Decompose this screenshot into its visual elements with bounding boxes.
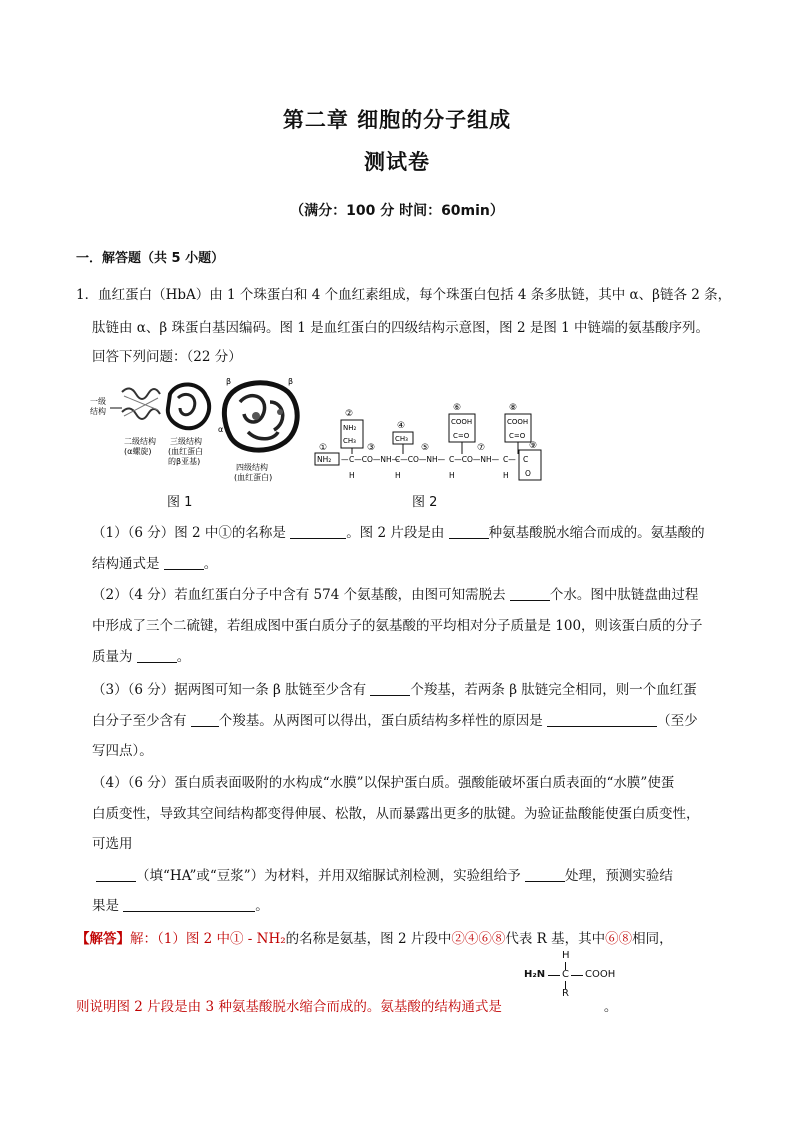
svg-text:C=O: C=O bbox=[453, 432, 470, 440]
question-part-3-cont: 写四点）。 bbox=[92, 743, 153, 759]
fig1-label-beta: β bbox=[226, 377, 232, 386]
svg-text:NH₂: NH₂ bbox=[343, 424, 357, 432]
svg-text:(血红蛋白: (血红蛋白 bbox=[168, 447, 204, 456]
svg-text:O: O bbox=[525, 469, 531, 478]
svg-text:H: H bbox=[349, 471, 355, 480]
question-part-4-cont: 白质变性，导致其空间结构都变得伸展、松散，从而暴露出更多的肽键。为验证盐酸能使蛋白质变性， bbox=[92, 806, 700, 822]
question-intro-line: 回答下列问题：（22 分） bbox=[92, 349, 242, 365]
svg-text:(血红蛋白): (血红蛋白) bbox=[234, 473, 273, 482]
question-part-2-cont: 质量为 。 bbox=[92, 649, 191, 665]
answer-blank[interactable] bbox=[290, 524, 346, 539]
svg-text:CH₃: CH₃ bbox=[395, 435, 408, 443]
marker-4: ④ bbox=[397, 421, 406, 431]
fig1-label-primary: 一级 bbox=[90, 397, 106, 406]
question-part-4-cont: 可选用 bbox=[92, 836, 133, 852]
marker-2: ② bbox=[345, 409, 354, 419]
score-time-info: （满分：100 分 时间：60min） bbox=[290, 203, 504, 219]
svg-text:C: C bbox=[523, 455, 529, 464]
question-part-1: （1）（6 分）图 2 中①的名称是 。图 2 片段是由 种氨基酸脱水缩合而成的。氨基酸的 bbox=[92, 525, 705, 541]
marker-8: ⑧ bbox=[509, 403, 518, 413]
svg-text:C—CO—NH—: C—CO—NH— bbox=[395, 455, 446, 464]
svg-text:四级结构: 四级结构 bbox=[236, 463, 268, 472]
fig1-label-alpha: α bbox=[218, 425, 224, 434]
svg-text:—: — bbox=[341, 455, 349, 464]
section-heading: 一．解答题（共 5 小题） bbox=[76, 251, 225, 266]
question-part-2: （2）（4 分）若血红蛋白分子中含有 574 个氨基酸，由图可知需脱去 个水。图中肽链盘曲过程 bbox=[92, 587, 699, 603]
question-part-1-cont: 结构通式是 。 bbox=[92, 556, 218, 572]
chapter-title: 第二章 细胞的分子组成 bbox=[282, 108, 512, 132]
cooh-group: COOH bbox=[451, 418, 473, 426]
svg-text:C—CO—NH—: C—CO—NH— bbox=[349, 455, 400, 464]
answer-blank[interactable] bbox=[547, 712, 657, 727]
svg-text:二级结构: 二级结构 bbox=[124, 437, 156, 446]
question-part-2-cont: 中形成了三个二硫键，若组成图中蛋白质分子的氨基酸的平均相对分子质量是 100，则该蛋白质的分子 bbox=[92, 618, 703, 634]
amino-acid-general-formula: H H₂N C COOH R bbox=[524, 950, 616, 999]
ch3-group: CH₃ bbox=[343, 437, 356, 445]
answer-blank[interactable] bbox=[525, 867, 565, 882]
question-part-4: （4）（6 分）蛋白质表面吸附的水构成“水膜”以保护蛋白质。强酸能破坏蛋白质表面的“水膜”使蛋 bbox=[92, 775, 675, 791]
marker-6: ⑥ bbox=[453, 403, 462, 413]
figure1-caption: 图 1 bbox=[167, 495, 193, 510]
answer-line-2: 则说明图 2 片段是由 3 种氨基酸脱水缩合而成的。氨基酸的结构通式是 。 bbox=[76, 999, 618, 1015]
svg-text:C—: C— bbox=[503, 455, 516, 464]
question-intro-line: 肽链由 α、β 珠蛋白基因编码。图 1 是血红蛋白的四级结构示意图，图 2 是图 1 中链端的氨基酸序列。 bbox=[92, 320, 710, 336]
svg-text:β: β bbox=[288, 377, 294, 386]
question-part-3: （3）（6 分）据两图可知一条 β 肽链至少含有 个羧基，若两条 β 肽链完全相同，则一个血红蛋 bbox=[92, 682, 697, 698]
test-subtitle: 测试卷 bbox=[364, 150, 430, 174]
answer-blank[interactable] bbox=[449, 524, 489, 539]
marker-7: ⑦ bbox=[477, 443, 486, 453]
figure2-caption: 图 2 bbox=[412, 495, 438, 510]
svg-text:三级结构: 三级结构 bbox=[170, 437, 202, 446]
svg-text:(α螺旋): (α螺旋) bbox=[124, 447, 152, 456]
question-part-3-cont: 白分子至少含有 个羧基。从两图可以得出，蛋白质结构多样性的原因是 （至少 bbox=[92, 713, 698, 729]
svg-text:结构: 结构 bbox=[90, 407, 106, 416]
question-part-4-cont: （填“HA”或“豆浆”）为材料，并用双缩脲试剂检测，实验组给予 处理，预测实验结 bbox=[96, 864, 673, 884]
answer-tag: 【解答】 bbox=[76, 931, 130, 947]
marker-3: ③ bbox=[367, 443, 376, 453]
svg-text:H: H bbox=[395, 471, 401, 480]
svg-text:的β亚基): 的β亚基) bbox=[168, 457, 201, 466]
answer-blank[interactable] bbox=[191, 712, 219, 727]
nh2-group: NH₂ bbox=[317, 455, 332, 464]
figure1-protein-structure bbox=[88, 372, 308, 490]
question-part-4-cont: 果是 。 bbox=[92, 898, 269, 914]
answer-line-1: 【解答】解：（1）图 2 中① - NH₂的名称是氨基，图 2 片段中②④⑥⑧代表 R 基，其中⑥⑧相同， bbox=[76, 931, 673, 947]
marker-9: ⑨ bbox=[529, 441, 538, 451]
svg-text:H: H bbox=[449, 471, 455, 480]
question-intro-line: 1．血红蛋白（HbA）由 1 个珠蛋白和 4 个血红素组成，每个珠蛋白包括 4 条多肽链，其中 α、β链各 2 条， bbox=[76, 287, 732, 303]
answer-blank[interactable] bbox=[96, 867, 136, 882]
svg-text:C—CO—NH—: C—CO—NH— bbox=[449, 455, 500, 464]
figure2-amino-acid-sequence bbox=[313, 398, 551, 490]
svg-text:H: H bbox=[503, 471, 509, 480]
answer-blank[interactable] bbox=[510, 586, 550, 601]
svg-text:C=O: C=O bbox=[509, 432, 526, 440]
svg-text:COOH: COOH bbox=[507, 418, 529, 426]
answer-blank[interactable] bbox=[137, 648, 177, 663]
answer-blank[interactable] bbox=[123, 897, 255, 912]
answer-blank[interactable] bbox=[370, 681, 410, 696]
answer-blank[interactable] bbox=[164, 555, 204, 570]
marker-5: ⑤ bbox=[421, 443, 430, 453]
marker-1: ① bbox=[319, 443, 328, 453]
